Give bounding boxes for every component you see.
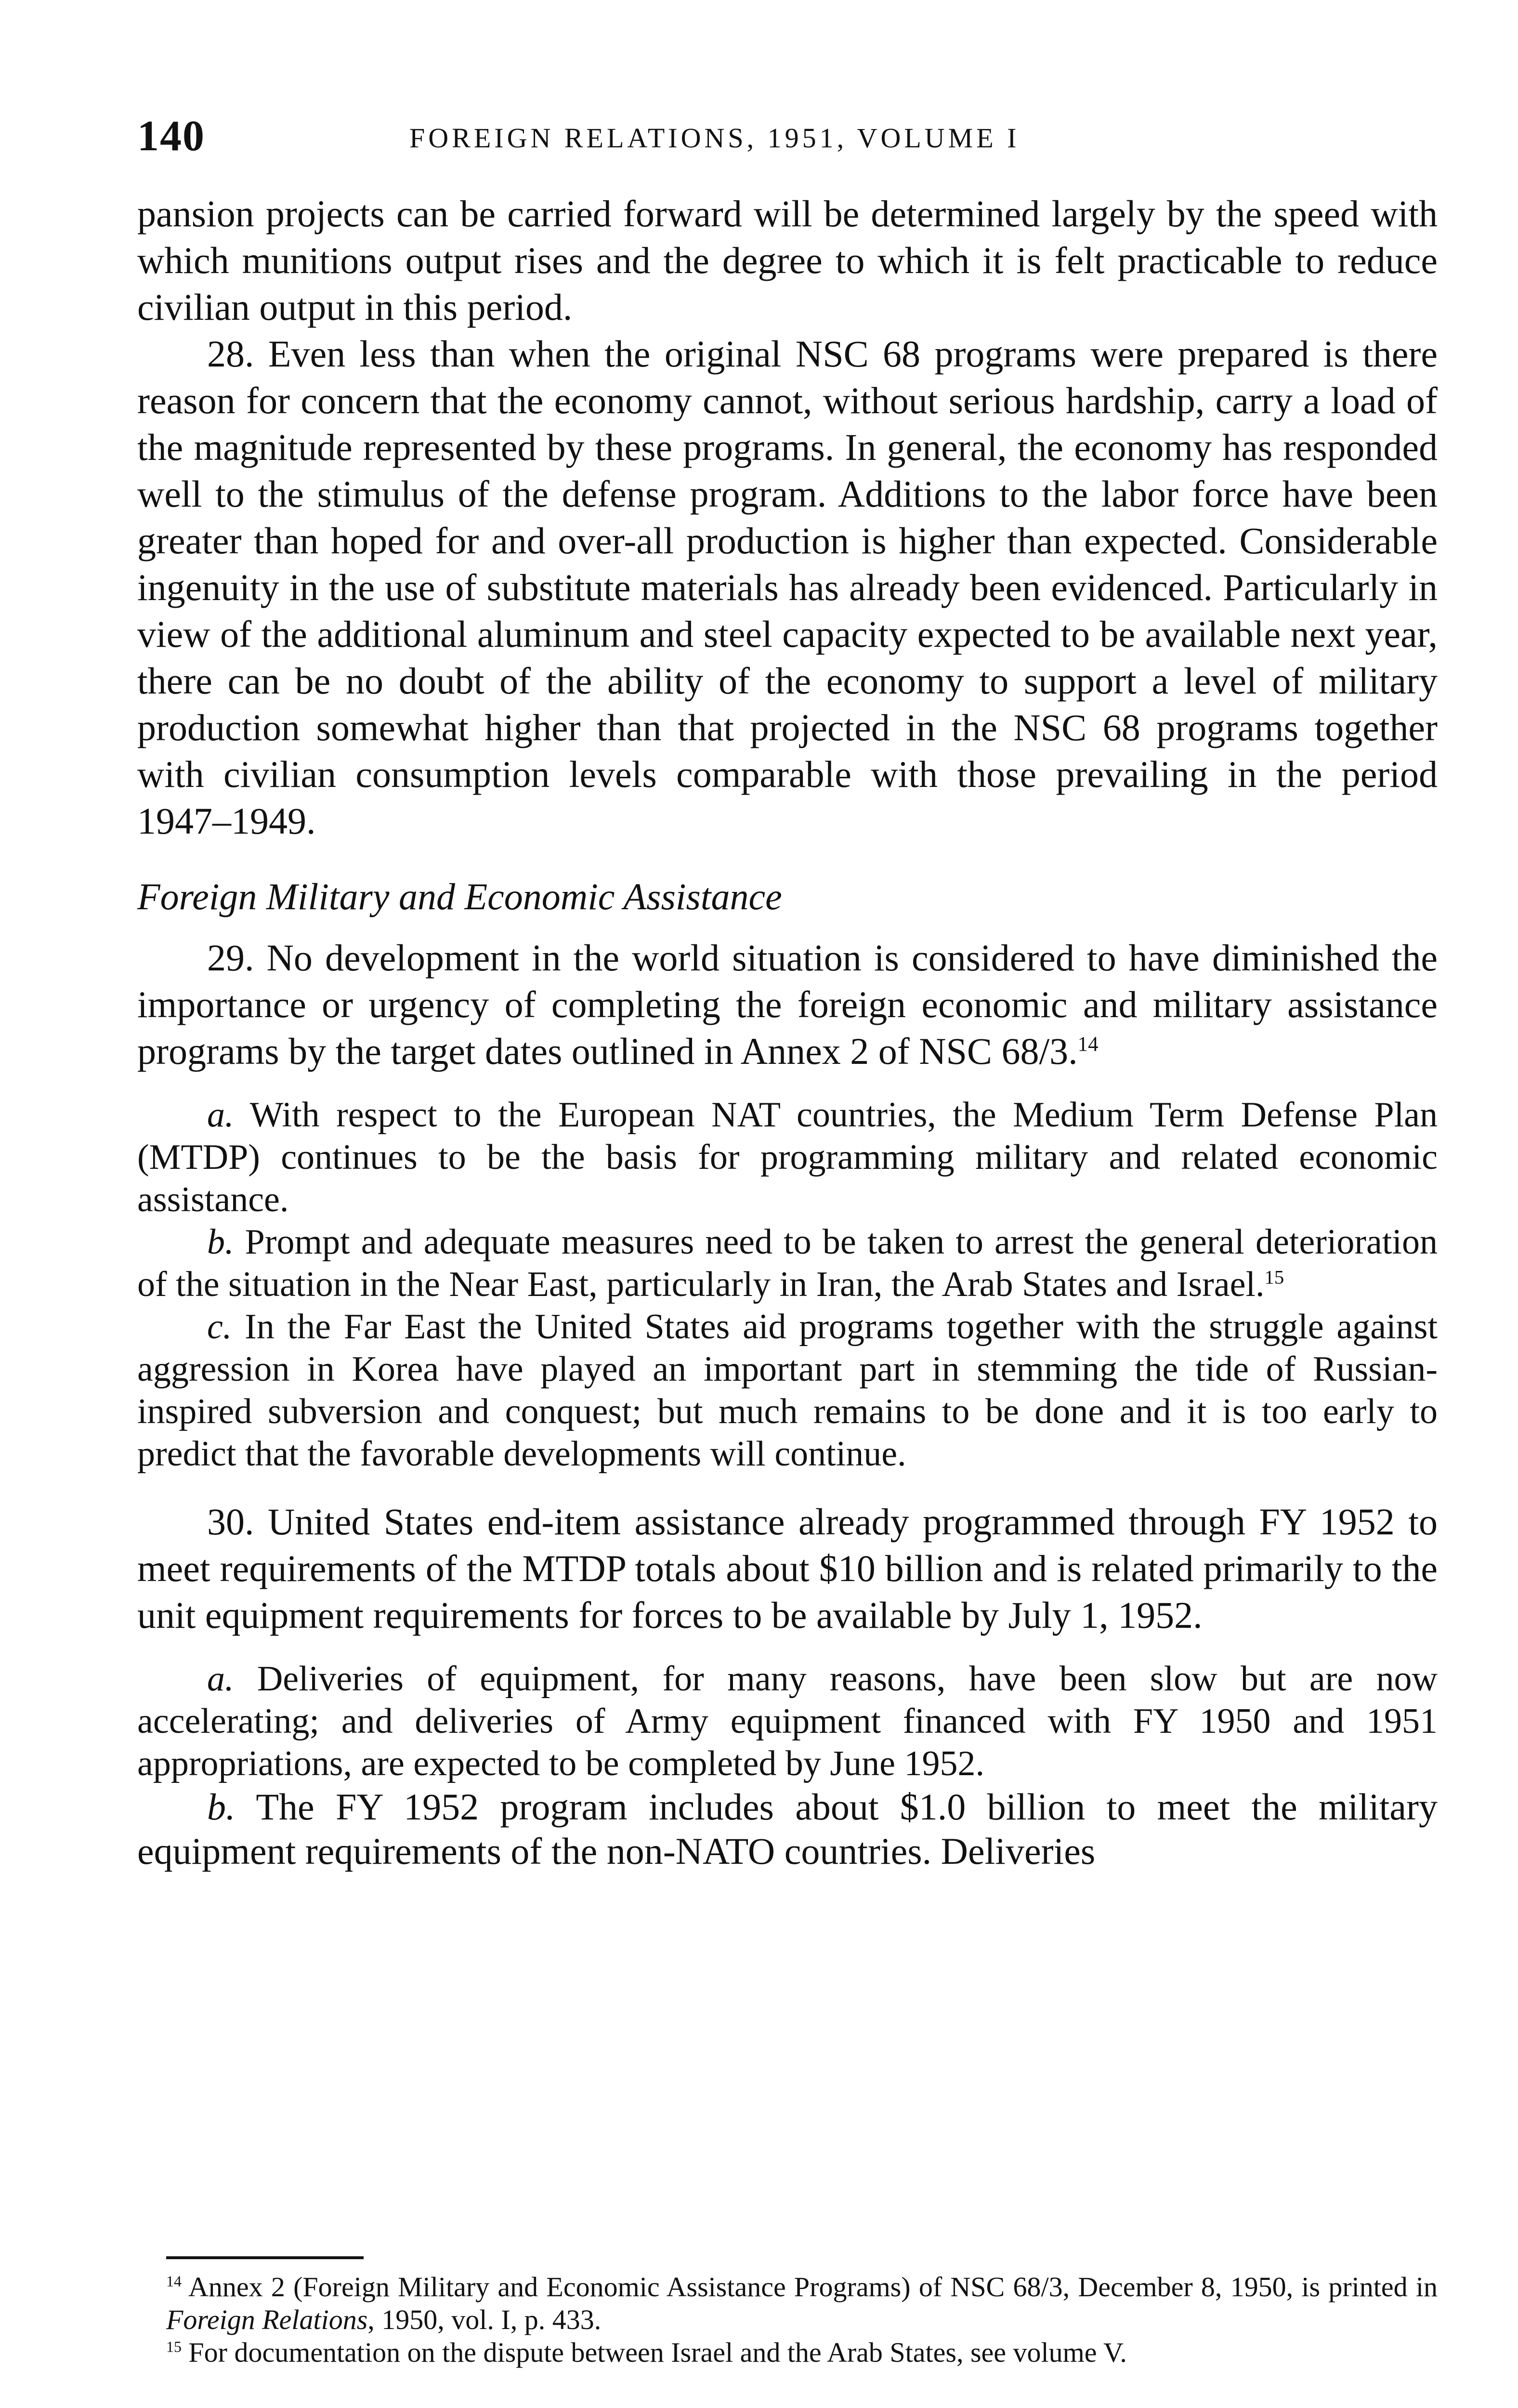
page-header (137, 112, 1438, 172)
section-heading: Foreign Military and Economic Assistance (137, 876, 782, 917)
footnote-divider (166, 2256, 364, 2259)
item-29a (137, 1094, 1438, 1221)
paragraph-29-text: 29. No development in the world situation is considered to have diminished the importance or urgency of completing the foreign economic and military assistance programs by the target dates outlined in Annex 2 of NSC 68/3. (137, 937, 1438, 1072)
running-head: FOREIGN RELATIONS, 1951, VOLUME I (409, 122, 1020, 154)
footnote-14-number: 14 (166, 2273, 182, 2290)
page-body (137, 190, 1438, 1873)
item-30a (137, 1658, 1438, 1785)
footnote-ref-15: 15 (1264, 1266, 1284, 1288)
paragraph-continued: pansion projects can be carried forward will be determined largely by the speed with which munitions output rises and the degree to which it is felt practicable to reduce civilian output in this period. (137, 193, 1438, 328)
item-30b-marker: b. (207, 1786, 236, 1828)
footnote-15-number: 15 (166, 2338, 182, 2356)
page-number: 140 (137, 112, 205, 160)
item-30b-text: The FY 1952 program includes about $1.0 billion to meet the military equipment requirements of the non-NATO countries. Deliveries (137, 1786, 1438, 1872)
footnote-14-italic: Foreign Relations (166, 2304, 368, 2335)
footnote-15-text: For documentation on the dispute between Israel and the Arab States, see volume V. (188, 2337, 1127, 2368)
footnote-ref-14: 14 (1077, 1033, 1099, 1056)
item-29a-text: With respect to the European NAT countries, the Medium Term Defense Plan (MTDP) continues to be the basis for programming military and related economic assistance. (137, 1095, 1438, 1219)
item-29c (137, 1306, 1438, 1475)
footnote-14-text-a: Annex 2 (Foreign Military and Economic Assistance Programs) of NSC 68/3, December 8, 1950, is printed in (188, 2271, 1438, 2303)
item-29b-marker: b. (207, 1222, 234, 1262)
item-29c-marker: c. (207, 1307, 232, 1347)
footnote-14-text-b: , 1950, vol. I, p. 433. (367, 2304, 602, 2335)
item-30a-marker: a. (207, 1659, 234, 1699)
paragraph-28: 28. Even less than when the original NSC 68 programs were prepared is there reason for concern that the economy cannot, without serious hardship, carry a load of the magnitude represented by these programs. In general, the economy has responded well to the stimulus of the defense program. Additions to the labor force have been greater than hoped for and over-all production is higher than expected. Considerable ingenuity in the use of substitute materials has already been evidenced. Particularly in view of the additional aluminum and steel capacity expected to be available next year, there can be no doubt of the ability of the economy to support a level of military production somewhat higher than that projected in the NSC 68 programs together with civilian consumption levels comparable with those prevailing in the period 1947–1949. (137, 333, 1438, 842)
item-29c-text: In the Far East the United States aid programs together with the struggle against aggression in Korea have played an important part in stemming the tide of Russian-inspired subversion and conquest; but much remains to be done and it is too early to predict that the favorable developments will continue. (137, 1307, 1438, 1474)
footnotes (166, 2271, 1438, 2369)
item-30a-text: Deliveries of equipment, for many reasons, have been slow but are now accelerating; and deliveries of Army equipment financed with FY 1950 and 1951 appropriations, are expected to be completed by June 1952. (137, 1659, 1438, 1783)
footnote-15 (166, 2336, 1438, 2369)
item-29b-text: Prompt and adequate measures need to be taken to arrest the general deterioration of the situation in the Near East, particularly in Iran, the Arab States and Israel. (137, 1222, 1438, 1304)
item-30b (137, 1785, 1438, 1873)
paragraph-30: 30. United States end-item assistance already programmed through FY 1952 to meet requirements of the MTDP totals about $10 billion and is related primarily to the unit equipment requirements for forces to be available by July 1, 1952. (137, 1501, 1438, 1636)
paragraph-29 (137, 934, 1438, 1074)
item-29b (137, 1221, 1438, 1306)
item-29a-marker: a. (207, 1095, 234, 1135)
footnote-14 (166, 2271, 1438, 2336)
